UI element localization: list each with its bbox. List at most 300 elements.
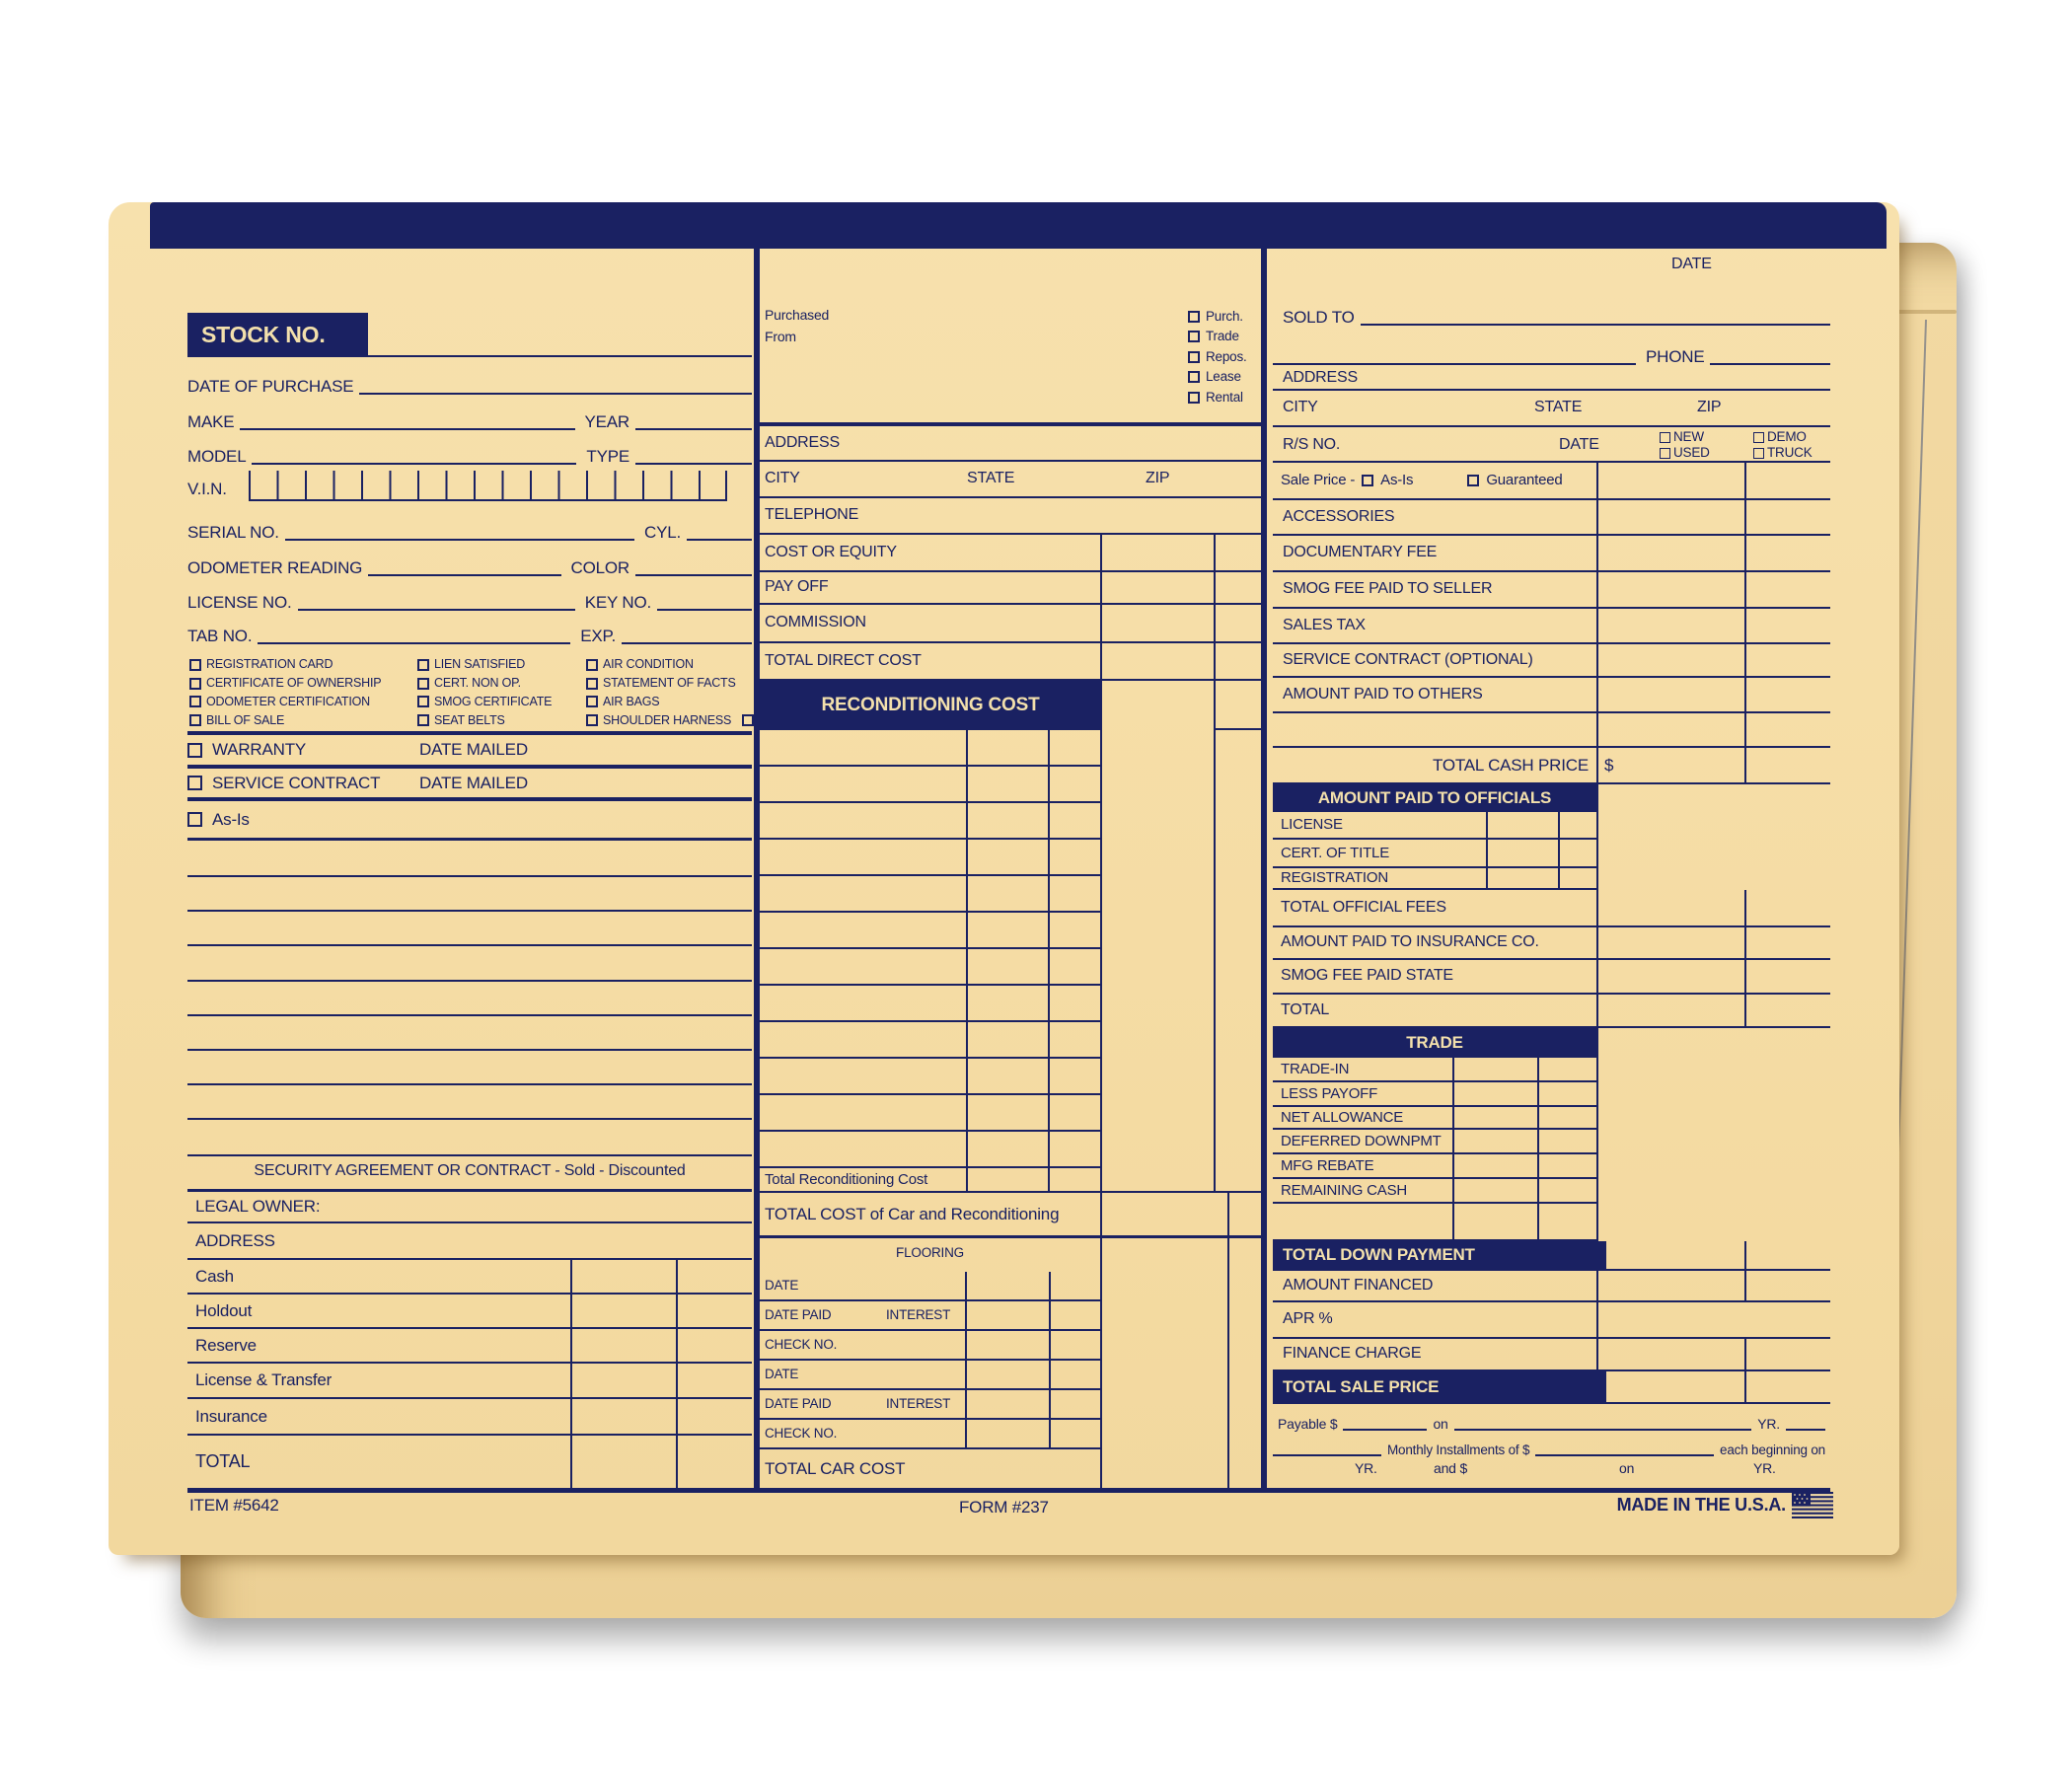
row-label: Total Reconditioning Cost xyxy=(765,1170,928,1188)
write-line xyxy=(285,538,634,541)
recon-grid-row xyxy=(760,1022,1100,1059)
row-label: NET ALLOWANCE xyxy=(1281,1108,1404,1126)
certificate-ownership-check xyxy=(189,677,381,690)
year-label: YEAR xyxy=(584,412,629,432)
model-type-field xyxy=(187,440,752,466)
purchased-from-block xyxy=(760,249,1261,426)
ruled-line xyxy=(187,910,752,912)
row-label: DATE xyxy=(765,1277,799,1293)
payable-line-2 xyxy=(1273,1438,1825,1457)
color-label: COLOR xyxy=(570,558,629,578)
recon-grid-row xyxy=(760,876,1100,913)
check-label: SMOG CERTIFICATE xyxy=(434,694,553,708)
total-sale-price-header xyxy=(1273,1371,1606,1402)
seat-belts-check xyxy=(417,714,552,727)
doc-checklist xyxy=(189,658,752,729)
ruled-line xyxy=(187,875,752,877)
legal-owner-address-row xyxy=(187,1223,752,1260)
total-cost-car-recon-row xyxy=(760,1193,1261,1238)
odometer-label: ODOMETER READING xyxy=(187,558,363,578)
air-bags-check xyxy=(586,696,754,708)
recon-grid-row xyxy=(760,803,1100,840)
sale-price-label: Sale Price - xyxy=(1281,472,1356,489)
flooring-date-paid-row xyxy=(760,1390,1100,1420)
flooring-header: FLOORING xyxy=(896,1245,964,1260)
write-line xyxy=(1273,1453,1381,1456)
cyl-label: CYL. xyxy=(644,523,681,543)
total-reconditioning-cost-row xyxy=(760,1168,1261,1193)
date-mailed-label: DATE MAILED xyxy=(419,740,528,760)
row-label: Reserve xyxy=(195,1335,257,1355)
city-label: CITY xyxy=(765,470,800,487)
make-label: MAKE xyxy=(187,412,235,432)
write-line xyxy=(635,573,752,576)
make-year-field xyxy=(187,406,752,431)
check-label: NEW xyxy=(1673,429,1704,444)
shoulder-harness-check xyxy=(586,714,754,727)
yr-label: YR. xyxy=(1355,1460,1377,1476)
recon-grid-row xyxy=(760,949,1100,986)
write-line xyxy=(687,538,752,541)
write-line xyxy=(1454,1428,1752,1431)
check-label: AIR CONDITION xyxy=(603,657,694,671)
odometer-color-field xyxy=(187,552,752,577)
deferred-downpmt-row xyxy=(1273,1130,1596,1154)
exp-label: EXP. xyxy=(580,627,616,646)
amount-financed-row xyxy=(1273,1271,1830,1302)
checkbox-icon xyxy=(189,714,201,726)
zip-label: ZIP xyxy=(1697,399,1722,416)
and-amount-label: and $ xyxy=(1434,1460,1468,1476)
telephone-label: TELEPHONE xyxy=(765,506,859,524)
used-check xyxy=(1660,446,1710,460)
checkbox-icon xyxy=(586,696,598,707)
checkbox-icon xyxy=(417,696,429,707)
check-label: USED xyxy=(1673,445,1710,460)
row-label: TOTAL CAR COST xyxy=(765,1458,906,1478)
check-label: DEMO xyxy=(1767,429,1807,444)
total-car-cost-row xyxy=(760,1449,1261,1488)
purchased-label: Purchased xyxy=(765,307,830,323)
sold-to-phone-field xyxy=(1273,336,1830,366)
purch-check xyxy=(1188,310,1243,324)
date-mailed-label: DATE MAILED xyxy=(419,773,528,792)
monthly-installments-label: Monthly Installments of $ xyxy=(1387,1442,1530,1457)
smog-certificate-check xyxy=(417,696,552,708)
sold-to-field xyxy=(1273,299,1830,327)
row-label: SMOG FEE PAID TO SELLER xyxy=(1283,580,1493,598)
row-label: License & Transfer xyxy=(195,1370,333,1390)
checkbox-icon xyxy=(1188,392,1200,404)
check-label: SHOULDER HARNESS xyxy=(603,712,732,727)
checkbox-icon xyxy=(586,714,598,726)
total-cash-price-row xyxy=(1273,748,1830,784)
serial-cyl-field xyxy=(187,516,752,542)
row-label: COST OR EQUITY xyxy=(765,543,897,560)
item-number: ITEM #5642 xyxy=(189,1496,279,1515)
row-label: CHECK NO. xyxy=(765,1425,838,1441)
ruled-line xyxy=(187,944,752,946)
write-line xyxy=(252,462,576,465)
each-beginning-label: each beginning on xyxy=(1720,1442,1825,1457)
flooring-date-row xyxy=(760,1272,1100,1301)
service-contract-row xyxy=(187,769,752,801)
doc-checklist-col1 xyxy=(189,658,381,727)
rs-no-row xyxy=(1273,427,1830,463)
check-label: SEAT BELTS xyxy=(434,712,505,727)
write-line xyxy=(368,573,560,576)
payable-line-3 xyxy=(1273,1461,1825,1481)
air-condition-check xyxy=(586,658,754,671)
lease-check xyxy=(1188,370,1241,384)
row-label: Holdout xyxy=(195,1300,253,1320)
recon-grid-row xyxy=(760,913,1100,949)
write-line xyxy=(359,392,752,395)
mfg-rebate-row xyxy=(1273,1154,1596,1179)
rs-no-label: R/S NO. xyxy=(1283,436,1341,453)
row-label: REGISTRATION xyxy=(1281,869,1388,887)
total-official-fees-row xyxy=(1273,890,1830,927)
bill-of-sale-check xyxy=(189,714,381,727)
check-label: AIR BAGS xyxy=(603,694,660,708)
cost-or-equity-row xyxy=(760,535,1261,572)
recon-grid-row xyxy=(760,767,1100,803)
model-label: MODEL xyxy=(187,447,247,467)
type-label: TYPE xyxy=(586,447,629,467)
bottom-rule xyxy=(187,1488,1830,1493)
buyer-city-row xyxy=(1273,391,1830,427)
row-label: CHECK NO. xyxy=(765,1336,838,1352)
row-label: TOTAL DIRECT COST xyxy=(765,651,922,669)
check-label: CERTIFICATE OF OWNERSHIP xyxy=(206,675,382,690)
service-contract-label: SERVICE CONTRACT xyxy=(212,773,381,792)
registration-card-check xyxy=(189,658,381,671)
amount-paid-insurance-row xyxy=(1273,927,1830,960)
blank-trade-row xyxy=(1273,1204,1596,1241)
recon-grid-row xyxy=(760,986,1100,1022)
write-line xyxy=(1343,1428,1427,1431)
checkbox-icon xyxy=(189,659,201,671)
recon-grid-row xyxy=(760,840,1100,876)
row-label: AMOUNT FINANCED xyxy=(1283,1276,1434,1294)
checkbox-icon xyxy=(1188,311,1200,323)
warranty-row xyxy=(187,735,752,769)
row-label: ACCESSORIES xyxy=(1283,507,1395,525)
row-label: TOTAL DOWN PAYMENT xyxy=(1283,1245,1475,1265)
total-down-payment-header xyxy=(1273,1241,1606,1269)
rental-check xyxy=(1188,391,1243,405)
row-label: SERVICE CONTRACT (OPTIONAL) xyxy=(1283,650,1533,668)
row-label: MFG REBATE xyxy=(1281,1156,1374,1174)
serial-no-label: SERIAL NO. xyxy=(187,523,279,543)
stock-no-header xyxy=(187,313,368,357)
checkbox-icon xyxy=(742,714,754,726)
checkbox-icon xyxy=(586,678,598,690)
as-is-checkbox xyxy=(187,812,202,827)
warranty-checkbox xyxy=(187,743,202,758)
lien-satisfied-check xyxy=(417,658,552,671)
new-check xyxy=(1660,430,1704,444)
tab-exp-field xyxy=(187,620,752,645)
service-contract-checkbox xyxy=(187,776,202,790)
row-label: APR % xyxy=(1283,1310,1333,1328)
yr-label: YR. xyxy=(1757,1416,1780,1433)
reconditioning-cost-header xyxy=(760,681,1101,730)
row-label: DATE xyxy=(765,1366,799,1381)
tab-no-label: TAB NO. xyxy=(187,627,253,646)
buyer-address-row xyxy=(1273,368,1830,391)
check-label: TRUCK xyxy=(1767,445,1813,460)
check-label: Rental xyxy=(1206,390,1243,405)
pay-off-row xyxy=(760,572,1261,605)
officials-header-label: AMOUNT PAID TO OFFICIALS xyxy=(1317,788,1552,808)
check-label: STATEMENT OF FACTS xyxy=(603,675,736,690)
seller-city-row xyxy=(760,462,1261,498)
demo-check xyxy=(1753,430,1807,444)
amount-paid-others-row xyxy=(1273,678,1830,713)
from-label: From xyxy=(765,329,796,344)
registration-row xyxy=(1273,868,1596,890)
blank-fee-row xyxy=(1273,713,1830,748)
odometer-certification-check xyxy=(189,696,381,708)
reconditioning-cost-label: RECONDITIONING COST xyxy=(821,695,1040,716)
net-allowance-row xyxy=(1273,1107,1596,1130)
service-contract-optional-row xyxy=(1273,644,1830,678)
vin-label: V.I.N. xyxy=(187,480,227,498)
row-label: AMOUNT PAID TO INSURANCE CO. xyxy=(1281,933,1539,951)
interest-label: INTEREST xyxy=(886,1306,951,1322)
check-label: Purch. xyxy=(1206,309,1243,324)
write-line xyxy=(1786,1428,1825,1431)
check-label: CERT. NON OP. xyxy=(434,675,521,690)
smog-fee-state-row xyxy=(1273,960,1830,995)
ruled-line xyxy=(187,1049,752,1051)
remaining-cash-row xyxy=(1273,1179,1596,1204)
on-label: on xyxy=(1619,1460,1635,1476)
total-down-payment-row xyxy=(1273,1241,1830,1271)
row-label: SALES TAX xyxy=(1283,616,1366,633)
legal-owner-row xyxy=(187,1192,752,1223)
us-flag-icon xyxy=(1792,1492,1833,1518)
made-in-usa-label: MADE IN THE U.S.A. xyxy=(1616,1495,1786,1515)
legal-owner-label: LEGAL OWNER: xyxy=(195,1197,321,1217)
security-agreement-label: SECURITY AGREEMENT OR CONTRACT - Sold - Discounted xyxy=(254,1162,686,1180)
row-label: COMMISSION xyxy=(765,614,866,631)
write-line xyxy=(635,427,752,430)
form-number: FORM #237 xyxy=(959,1498,1049,1517)
checkbox-icon xyxy=(1660,448,1670,459)
warranty-label: WARRANTY xyxy=(212,740,307,760)
key-no-label: KEY NO. xyxy=(584,593,651,613)
stock-no-write-line xyxy=(368,355,752,357)
row-label: SMOG FEE PAID STATE xyxy=(1281,967,1453,985)
settlement-row-total xyxy=(187,1436,752,1488)
checkbox-icon xyxy=(417,714,429,726)
ruled-line xyxy=(187,1083,752,1085)
checkbox-icon xyxy=(1753,432,1764,443)
checkbox-icon xyxy=(189,696,201,707)
checkbox-icon xyxy=(1660,432,1670,443)
trade-check xyxy=(1188,330,1239,343)
checkbox-icon xyxy=(1188,331,1200,342)
check-label: LIEN SATISFIED xyxy=(434,657,526,671)
flooring-check-no-row xyxy=(760,1420,1100,1449)
security-agreement-header xyxy=(187,1154,752,1192)
as-is-checkbox xyxy=(1362,475,1373,486)
row-label: Cash xyxy=(195,1266,234,1286)
trade-header-label: TRADE xyxy=(1406,1033,1463,1053)
as-is-label: As-Is xyxy=(1380,472,1414,489)
settlement-row-cash xyxy=(187,1260,752,1295)
row-label: CERT. OF TITLE xyxy=(1281,844,1390,861)
seller-address-row xyxy=(760,426,1261,462)
officials-total-row xyxy=(1273,995,1830,1028)
row-label: TOTAL xyxy=(195,1451,251,1472)
rs-date-label: DATE xyxy=(1559,436,1599,453)
state-label: STATE xyxy=(1534,399,1583,416)
payable-line-1 xyxy=(1278,1412,1825,1432)
phone-label: PHONE xyxy=(1646,347,1705,367)
row-label: FINANCE CHARGE xyxy=(1283,1345,1422,1363)
ruled-line xyxy=(187,1118,752,1120)
license-no-label: LICENSE NO. xyxy=(187,593,292,613)
row-label: TOTAL COST of Car and Reconditioning xyxy=(765,1204,1060,1223)
smog-fee-seller-row xyxy=(1273,572,1830,609)
checkbox-icon xyxy=(1753,448,1764,459)
commission-row xyxy=(760,605,1261,643)
guaranteed-checkbox xyxy=(1467,475,1479,486)
date-of-purchase-label: DATE OF PURCHASE xyxy=(187,377,354,397)
total-direct-cost-row xyxy=(760,643,1261,681)
check-label: BILL OF SALE xyxy=(206,712,285,727)
check-label: ODOMETER CERTIFICATION xyxy=(206,694,370,708)
amount-paid-officials-header xyxy=(1273,784,1596,812)
less-payoff-row xyxy=(1273,1082,1596,1107)
purchase-cost-column xyxy=(760,202,1268,1555)
deal-jacket-envelope xyxy=(109,202,1899,1555)
row-label: LICENSE xyxy=(1281,816,1343,834)
truck-check xyxy=(1753,446,1813,460)
trade-in-row xyxy=(1273,1058,1596,1082)
row-label: TOTAL SALE PRICE xyxy=(1283,1376,1440,1396)
guaranteed-label: Guaranteed xyxy=(1486,472,1563,489)
flooring-date-row xyxy=(760,1361,1100,1390)
yr-label: YR. xyxy=(1753,1460,1776,1476)
payable-terms-block xyxy=(1273,1404,1830,1488)
statement-of-facts-check xyxy=(586,677,754,690)
write-line xyxy=(635,462,752,465)
checkbox-icon xyxy=(417,659,429,671)
row-label: TOTAL OFFICIAL FEES xyxy=(1281,898,1446,916)
write-line xyxy=(657,608,752,611)
sale-price-row xyxy=(1273,463,1830,500)
settlement-row-reserve xyxy=(187,1329,752,1364)
write-line xyxy=(298,608,575,611)
recon-grid-row xyxy=(760,1132,1100,1168)
flooring-date-paid-row xyxy=(760,1301,1100,1331)
total-sale-price-row xyxy=(1273,1371,1830,1404)
row-label: DEFERRED DOWNPMT xyxy=(1281,1132,1442,1149)
total-cash-price-label: TOTAL CASH PRICE xyxy=(1432,755,1589,775)
write-line xyxy=(1535,1453,1714,1456)
write-line xyxy=(240,427,574,430)
cert-of-title-row xyxy=(1273,840,1596,868)
doc-checklist-col3 xyxy=(586,658,754,727)
row-label: LESS PAYOFF xyxy=(1281,1084,1378,1102)
write-line xyxy=(1361,323,1830,326)
settlement-row-license-transfer xyxy=(187,1364,752,1399)
row-label: TOTAL xyxy=(1281,1000,1330,1018)
row-label: PAY OFF xyxy=(765,578,829,596)
check-label: Repos. xyxy=(1206,349,1247,364)
accessories-row xyxy=(1273,500,1830,536)
check-label: Trade xyxy=(1206,329,1239,343)
date-label: DATE xyxy=(1671,256,1712,272)
check-label: REGISTRATION CARD xyxy=(206,657,333,671)
checkbox-icon xyxy=(417,678,429,690)
repos-check xyxy=(1188,350,1247,364)
recon-grid-row xyxy=(760,1059,1100,1095)
ruled-line xyxy=(187,980,752,982)
trade-header xyxy=(1273,1028,1596,1058)
documentary-fee-row xyxy=(1273,536,1830,572)
check-label: Lease xyxy=(1206,369,1241,384)
cert-non-op-check xyxy=(417,677,552,690)
vehicle-info-column xyxy=(187,202,755,1555)
row-label: DATE PAID xyxy=(765,1306,832,1322)
as-is-label: As-Is xyxy=(212,809,250,829)
sale-column xyxy=(1273,202,1830,1555)
date-of-purchase-field xyxy=(187,370,752,396)
recon-grid-row xyxy=(760,730,1100,767)
license-key-field xyxy=(187,586,752,612)
stock-no-label: STOCK NO. xyxy=(201,322,326,348)
write-line xyxy=(258,641,570,644)
row-label: Insurance xyxy=(195,1406,267,1426)
row-label: AMOUNT PAID TO OTHERS xyxy=(1283,685,1483,703)
dollar-sign: $ xyxy=(1604,755,1614,775)
city-label: CITY xyxy=(1283,399,1318,416)
state-label: STATE xyxy=(967,470,1015,487)
flooring-check-no-row xyxy=(760,1331,1100,1361)
recon-grid-row xyxy=(760,1095,1100,1132)
doc-checklist-col2 xyxy=(417,658,552,727)
write-line xyxy=(622,641,752,644)
checkbox-icon xyxy=(586,659,598,671)
checkbox-icon xyxy=(1188,351,1200,363)
address-label: ADDRESS xyxy=(765,433,840,451)
sold-to-label: SOLD TO xyxy=(1283,308,1355,328)
address-label: ADDRESS xyxy=(1283,369,1358,387)
telephone-row xyxy=(760,498,1261,535)
checkbox-icon xyxy=(189,678,201,690)
interest-label: INTEREST xyxy=(886,1395,951,1411)
apr-row xyxy=(1273,1302,1830,1339)
row-label: DOCUMENTARY FEE xyxy=(1283,544,1438,561)
finance-charge-row xyxy=(1273,1339,1830,1371)
vin-comb xyxy=(249,471,727,501)
sales-tax-row xyxy=(1273,609,1830,644)
cell-rule xyxy=(1214,728,1261,730)
settlement-row-holdout xyxy=(187,1295,752,1329)
row-label: DATE PAID xyxy=(765,1395,832,1411)
on-label: on xyxy=(1433,1416,1448,1433)
payable-label: Payable $ xyxy=(1278,1416,1338,1433)
write-line xyxy=(1273,362,1636,365)
row-label: REMAINING CASH xyxy=(1281,1181,1408,1199)
checkbox-icon xyxy=(1188,371,1200,383)
ruled-line xyxy=(187,1014,752,1016)
